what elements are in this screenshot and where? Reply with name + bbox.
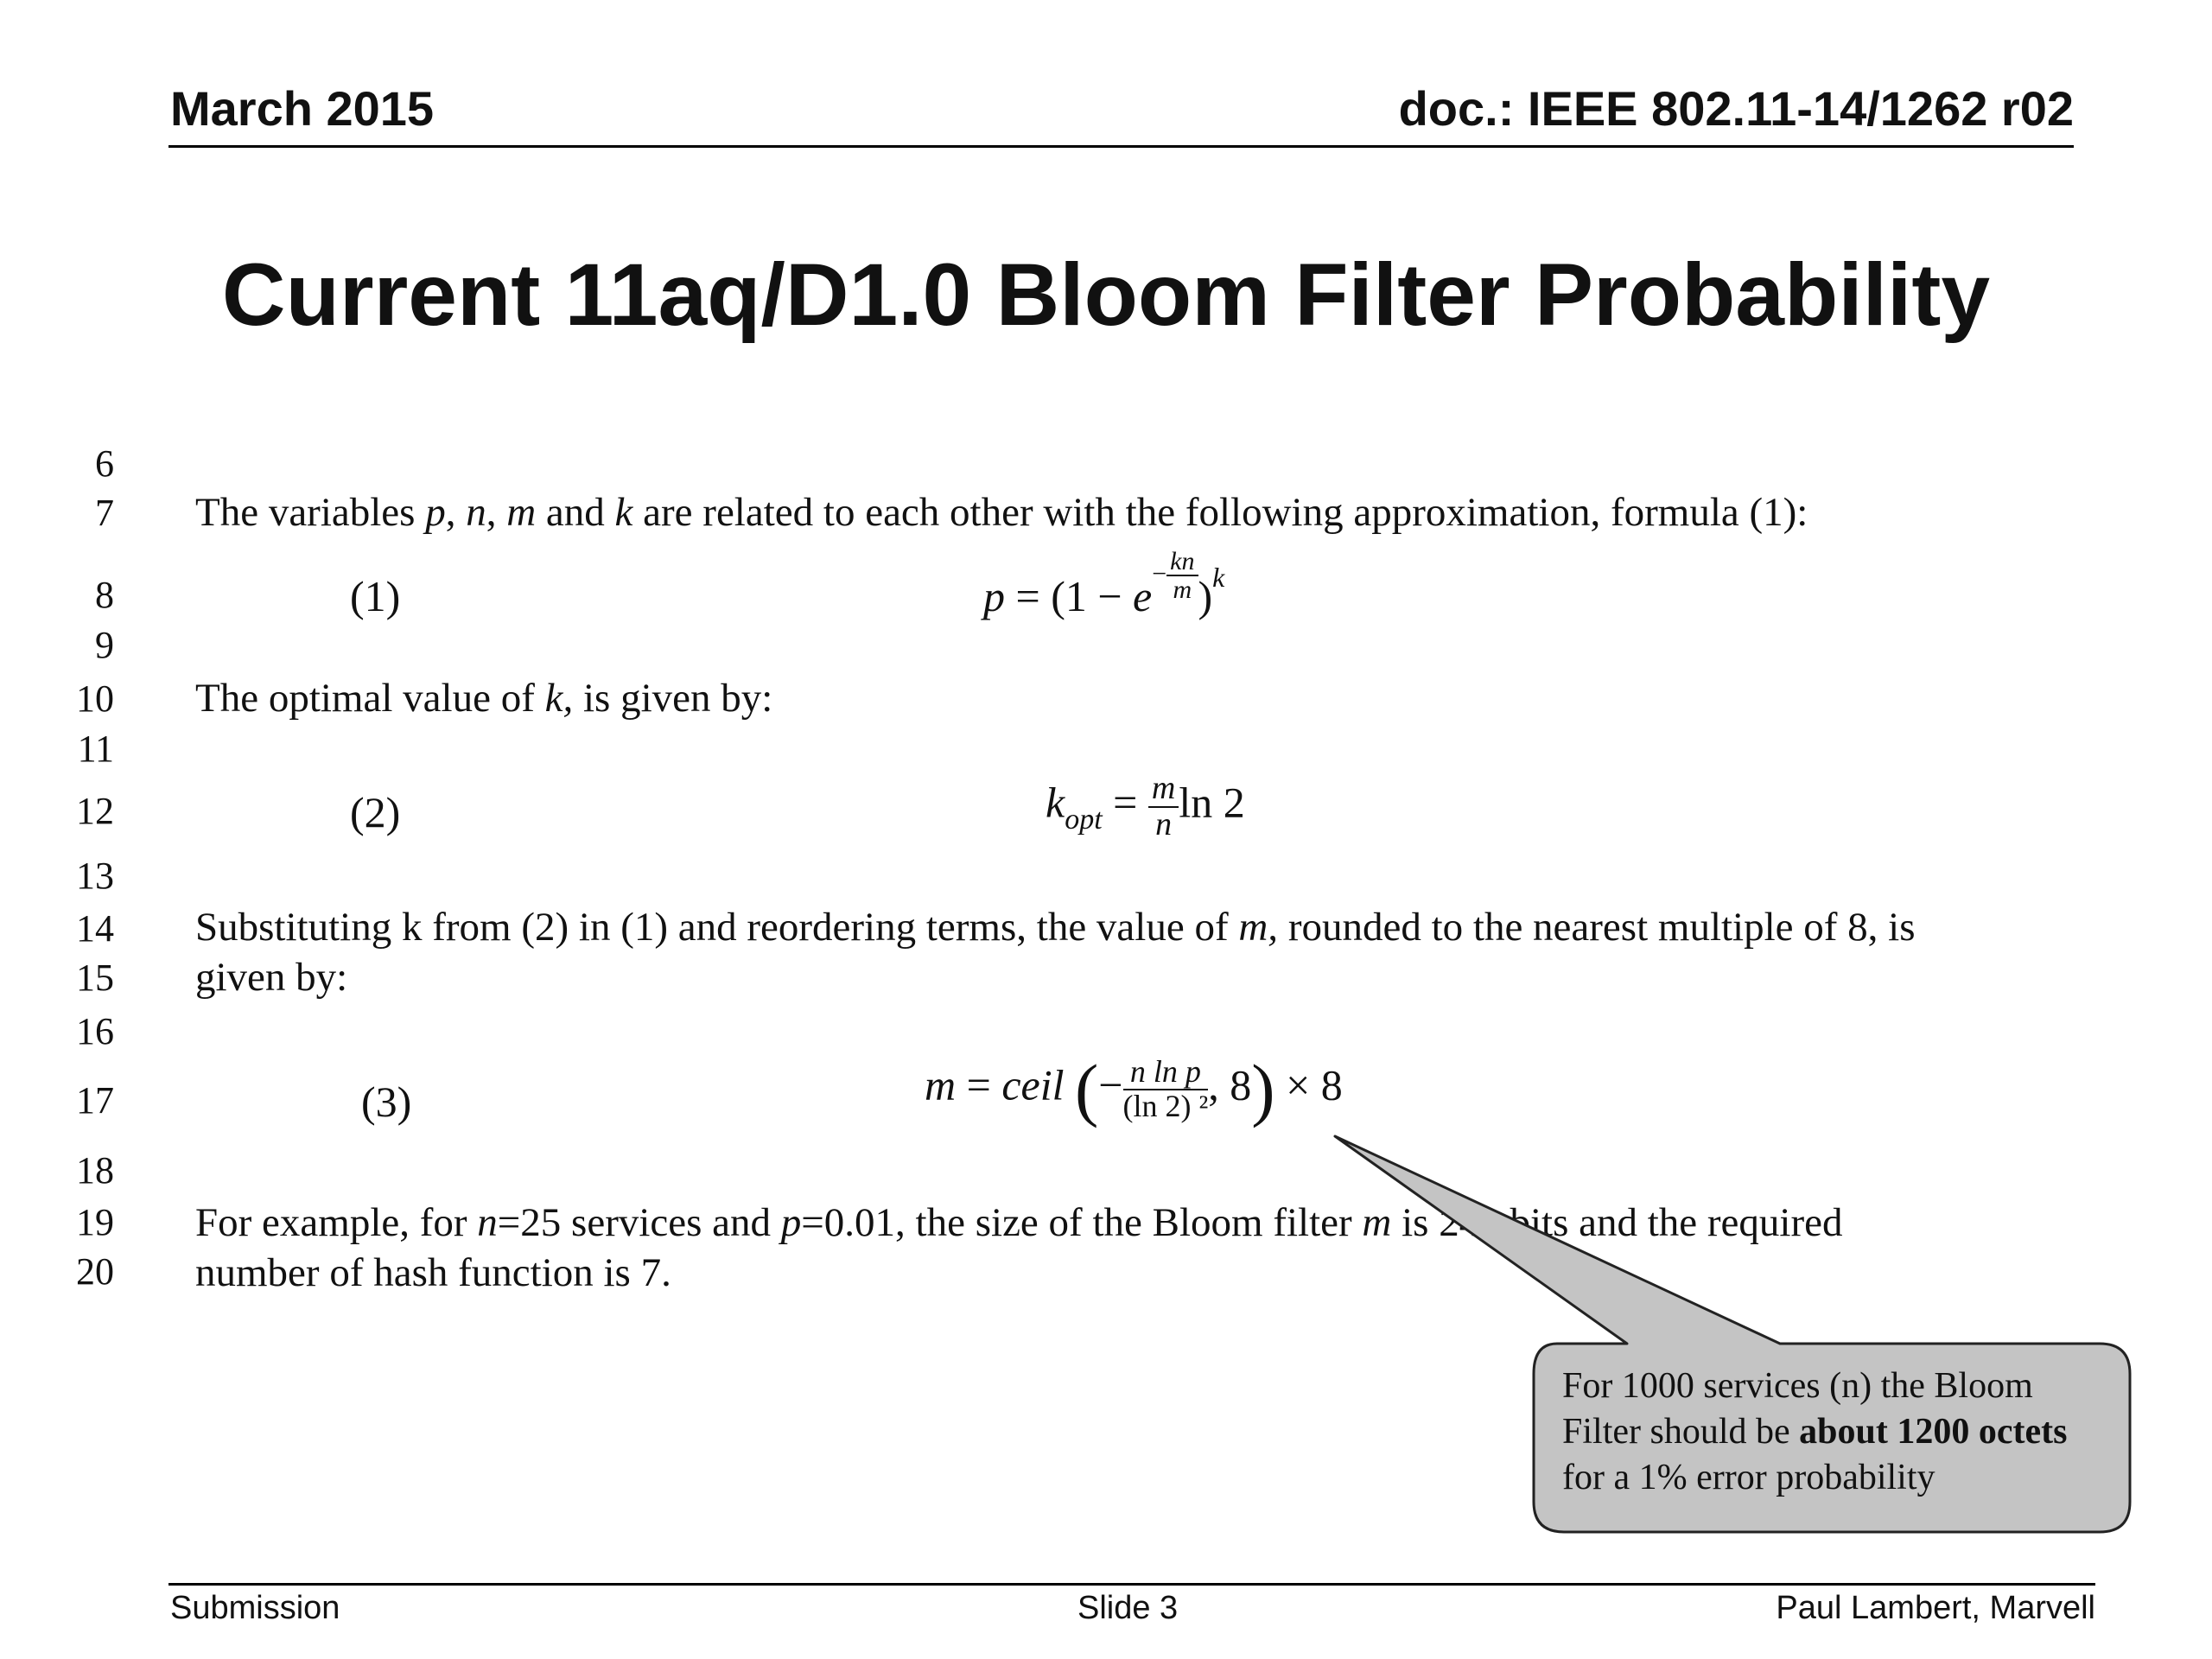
line-number: 6	[95, 442, 114, 485]
line-number: 9	[95, 624, 114, 666]
line-number: 20	[76, 1250, 114, 1293]
paragraph-variables: The variables p, n, m and k are related to each other with the following approximation, formula (1):	[195, 490, 1808, 535]
line-number: 13	[76, 855, 114, 897]
equation-3-label: (3)	[361, 1077, 412, 1126]
header-doc-id: doc.: IEEE 802.11-14/1262 r02	[1398, 81, 2074, 136]
equation-1: p = (1 − e− $\frac{kn}{m}$ )$^k$	[983, 546, 1225, 620]
paragraph-optimal-k: The optimal value of k, is given by:	[195, 676, 773, 721]
line-number: 19	[76, 1201, 114, 1243]
line-number: 16	[76, 1010, 114, 1052]
line-number: 8	[95, 574, 114, 616]
paragraph-substituting: Substituting k from (2) in (1) and reordering terms, the value of m, rounded to the nearest multiple of 8, is	[195, 905, 1916, 950]
slide-title: Current 11aq/D1.0 Bloom Filter Probability	[221, 245, 1991, 344]
line-number: 12	[76, 790, 114, 832]
header-date: March 2015	[170, 81, 435, 136]
line-number: 18	[76, 1149, 114, 1192]
callout-note: For 1000 services (n) the Bloom Filter should be about 1200 octets for a 1% error probability	[1562, 1366, 2068, 1497]
line-number: 15	[76, 957, 114, 999]
line-number: 14	[76, 907, 114, 950]
line-number: 10	[76, 677, 114, 720]
line-number: 11	[77, 728, 114, 770]
footer-rule	[168, 1583, 2095, 1586]
paragraph-given-by: given by:	[195, 955, 348, 1000]
equation-2: $k_{opt}$ = $\frac{m}{n}$ ln 2	[1046, 770, 1245, 842]
footer-slide-number: Slide 3	[1077, 1590, 1179, 1626]
equation-2-label: (2)	[350, 788, 401, 836]
footer-author: Paul Lambert, Marvell	[1776, 1590, 2095, 1626]
equation-3: m = ceil (− $\frac{\text{n ln p}}{\text{(ln 2) ²}}$ , 8) × 8	[925, 1050, 1343, 1128]
equation-1-label: (1)	[350, 572, 401, 620]
paragraph-example: For example, for n=25 services and p=0.01, the size of the Bloom filter m is 240 bits and the required	[195, 1200, 1843, 1245]
line-number: 17	[76, 1079, 114, 1122]
paragraph-hash-function: number of hash function is 7.	[195, 1250, 671, 1295]
line-number: 7	[95, 492, 114, 534]
footer-submission: Submission	[170, 1590, 340, 1626]
